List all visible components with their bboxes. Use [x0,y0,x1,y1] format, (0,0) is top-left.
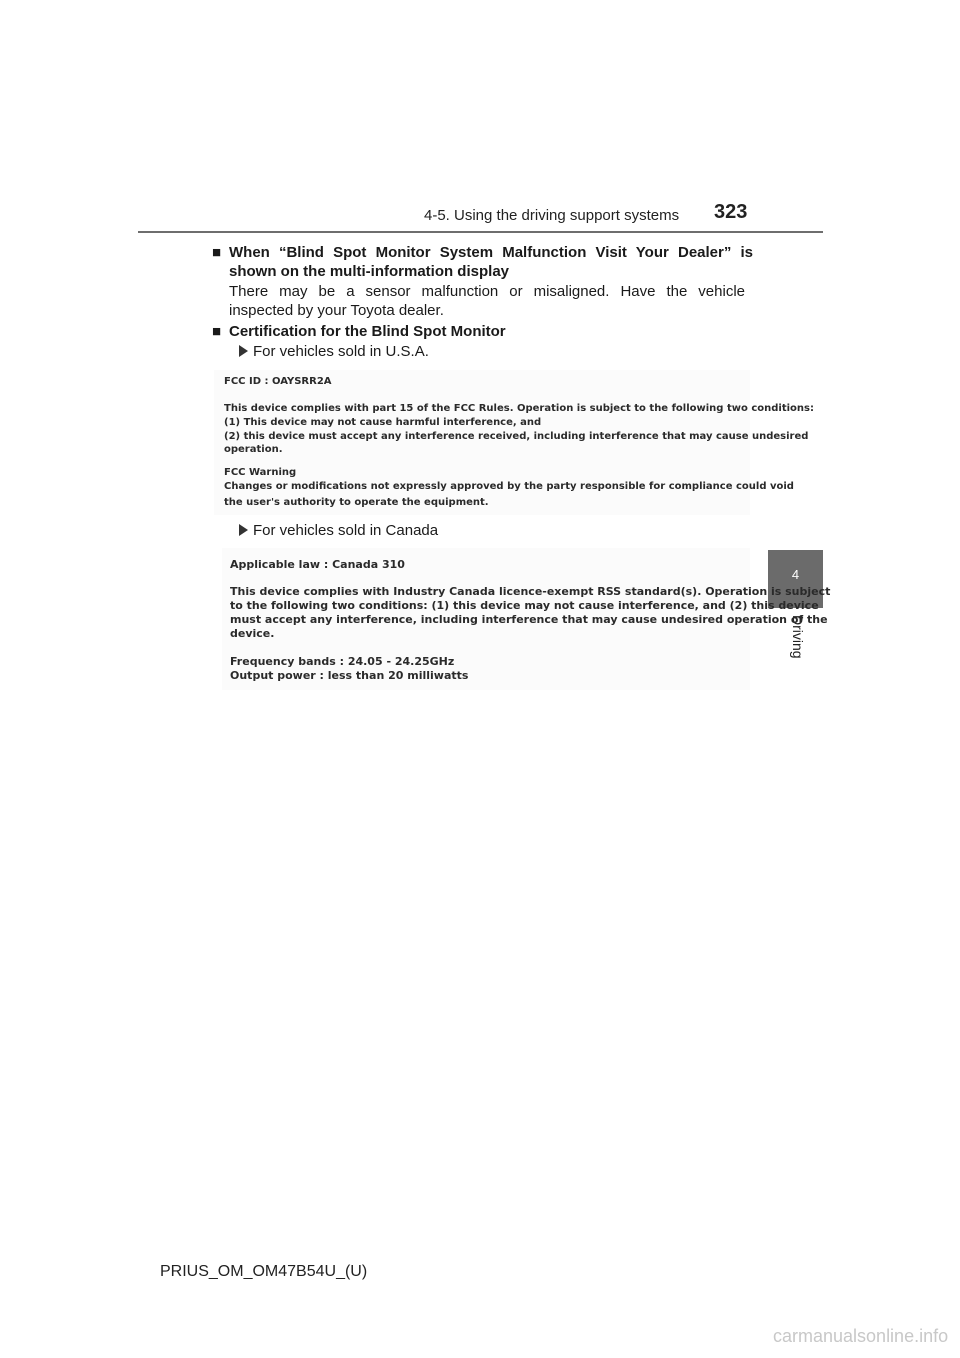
square-bullet-icon: ■ [212,323,222,340]
square-bullet-icon: ■ [212,244,222,261]
ic-compliance-line-3: must accept any interference, including interference that may cause undesired operation of the [230,613,828,626]
usa-subheading-text: For vehicles sold in U.S.A. [253,343,429,360]
usa-fcc-label-image [214,370,814,515]
certification-heading [213,322,753,341]
fcc-warning-line-2: the user's authority to operate the equipment. [224,497,489,508]
fcc-id: FCC ID : OAYSRR2A [224,376,332,387]
output-power: Output power : less than 20 milliwatts [230,669,469,682]
canada-subheading-text: For vehicles sold in Canada [253,522,439,539]
certification-heading-text: Certification for the Blind Spot Monitor [229,323,506,340]
ic-compliance-line-1: This device complies with Industry Canada licence-exempt RSS standard(s). Operation is subject [230,585,831,598]
malfunction-heading-text: When “Blind Spot Monitor System Malfunction Visit Your Dealer” is shown on the multi-information display [229,244,753,280]
header-section-title: 4-5. Using the driving support systems [424,207,680,224]
canada-subheading [239,522,438,539]
triangle-arrow-icon [239,524,248,536]
ic-compliance-line-4: device. [230,627,275,640]
fcc-compliance-line-3: (2) this device must accept any interference received, including interference that may cause undesired [224,431,809,442]
fcc-compliance-line-2: (1) This device may not cause harmful interference, and [224,417,542,428]
chapter-number: 4 [791,567,800,582]
fcc-warning-line-1: Changes or modifications not expressly approved by the party responsible for compliance could void [224,481,794,492]
ic-compliance-line-2: to the following two conditions: (1) this device may not cause interference, and (2) this device [230,599,819,612]
usa-subheading [239,343,429,360]
malfunction-heading [213,243,753,281]
page-number: 323 [714,201,748,223]
fcc-compliance-line-1: This device complies with part 15 of the FCC Rules. Operation is subject to the following two conditions: [224,403,814,414]
frequency-bands: Frequency bands : 24.05 - 24.25GHz [230,655,455,668]
fcc-warning-title: FCC Warning [224,467,297,478]
triangle-arrow-icon [239,345,248,357]
applicable-law: Applicable law : Canada 310 [230,558,405,571]
header-rule [138,231,823,233]
footer-doc-code: PRIUS_OM_OM47B54U_(U) [160,1263,368,1280]
fcc-compliance-line-4: operation. [224,444,283,455]
watermark: carmanualsonline.info [773,1326,949,1346]
malfunction-body: There may be a sensor malfunction or misaligned. Have the vehicle inspected by your Toyota dealer. [229,283,745,319]
chapter-label-text: Driving [790,615,806,659]
